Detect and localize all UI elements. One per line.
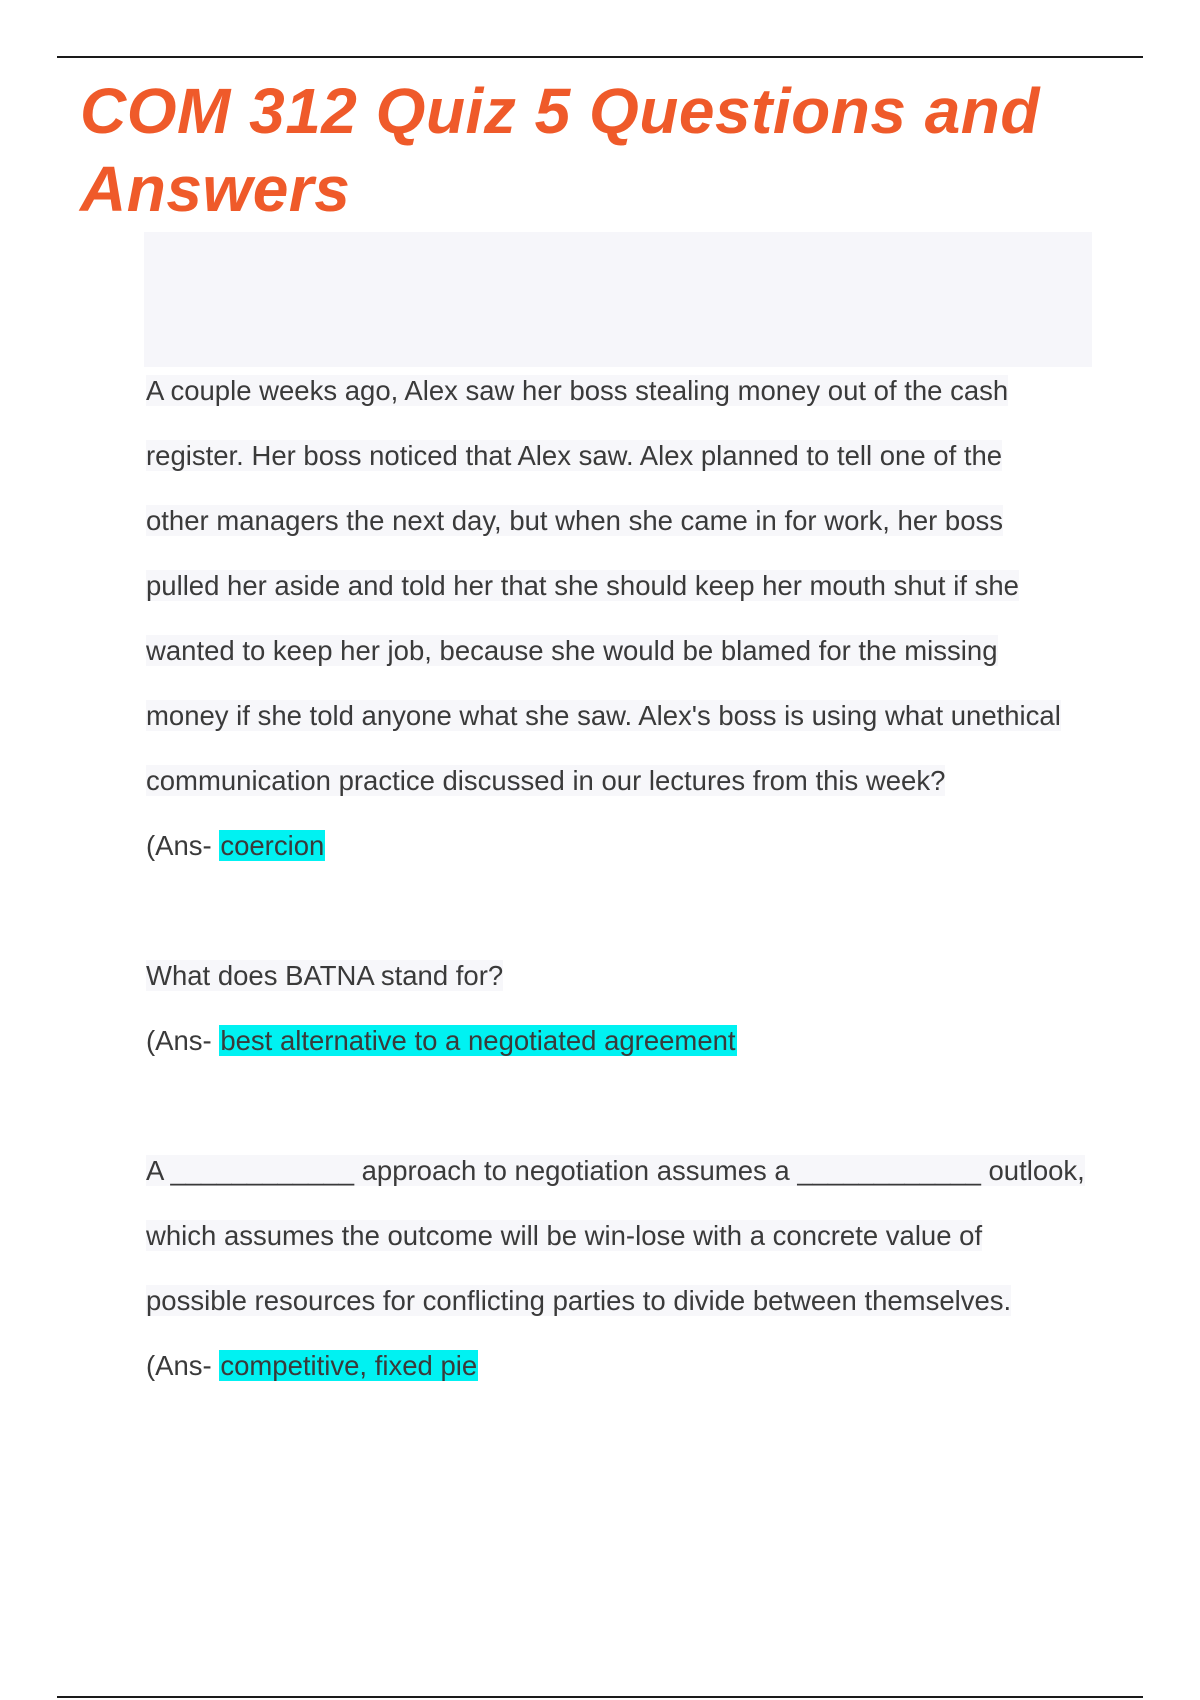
question-line: wanted to keep her job, because she would be blamed for the missing <box>146 635 998 666</box>
bottom-rule <box>57 1696 1143 1698</box>
answer-line <box>146 1008 1106 1073</box>
question-line: A couple weeks ago, Alex saw her boss stealing money out of the cash <box>146 375 1009 406</box>
qa-item <box>146 943 1106 1073</box>
question-line: What does BATNA stand for? <box>146 960 504 991</box>
answer-prefix: (Ans- <box>146 1025 212 1056</box>
answer-highlight: coercion <box>220 830 325 861</box>
question-line: money if she told anyone what she saw. Alex's boss is using what unethical <box>146 700 1061 731</box>
answer-prefix: (Ans- <box>146 1350 212 1381</box>
document-title: COM 312 Quiz 5 Questions and Answers <box>80 75 1040 225</box>
shaded-placeholder-block <box>144 232 1092 367</box>
question-line: register. Her boss noticed that Alex saw. Alex planned to tell one of the <box>146 440 1003 471</box>
question-line: other managers the next day, but when she came in for work, her boss <box>146 505 1004 536</box>
question-line: possible resources for conflicting parties to divide between themselves. <box>146 1285 1012 1316</box>
question-line: A ____________ approach to negotiation assumes a ____________ outlook, <box>146 1155 1085 1186</box>
qa-list <box>146 358 1106 1398</box>
question-line: pulled her aside and told her that she should keep her mouth shut if she <box>146 570 1019 601</box>
question-line: which assumes the outcome will be win-lose with a concrete value of <box>146 1220 983 1251</box>
qa-item <box>146 358 1106 878</box>
answer-highlight: competitive, fixed pie <box>220 1350 478 1381</box>
answer-highlight: best alternative to a negotiated agreement <box>220 1025 736 1056</box>
answer-line <box>146 813 1106 878</box>
top-rule <box>57 56 1143 58</box>
question-line: communication practice discussed in our lectures from this week? <box>146 765 946 796</box>
answer-prefix: (Ans- <box>146 830 212 861</box>
qa-item <box>146 1138 1106 1398</box>
answer-line <box>146 1333 1106 1398</box>
